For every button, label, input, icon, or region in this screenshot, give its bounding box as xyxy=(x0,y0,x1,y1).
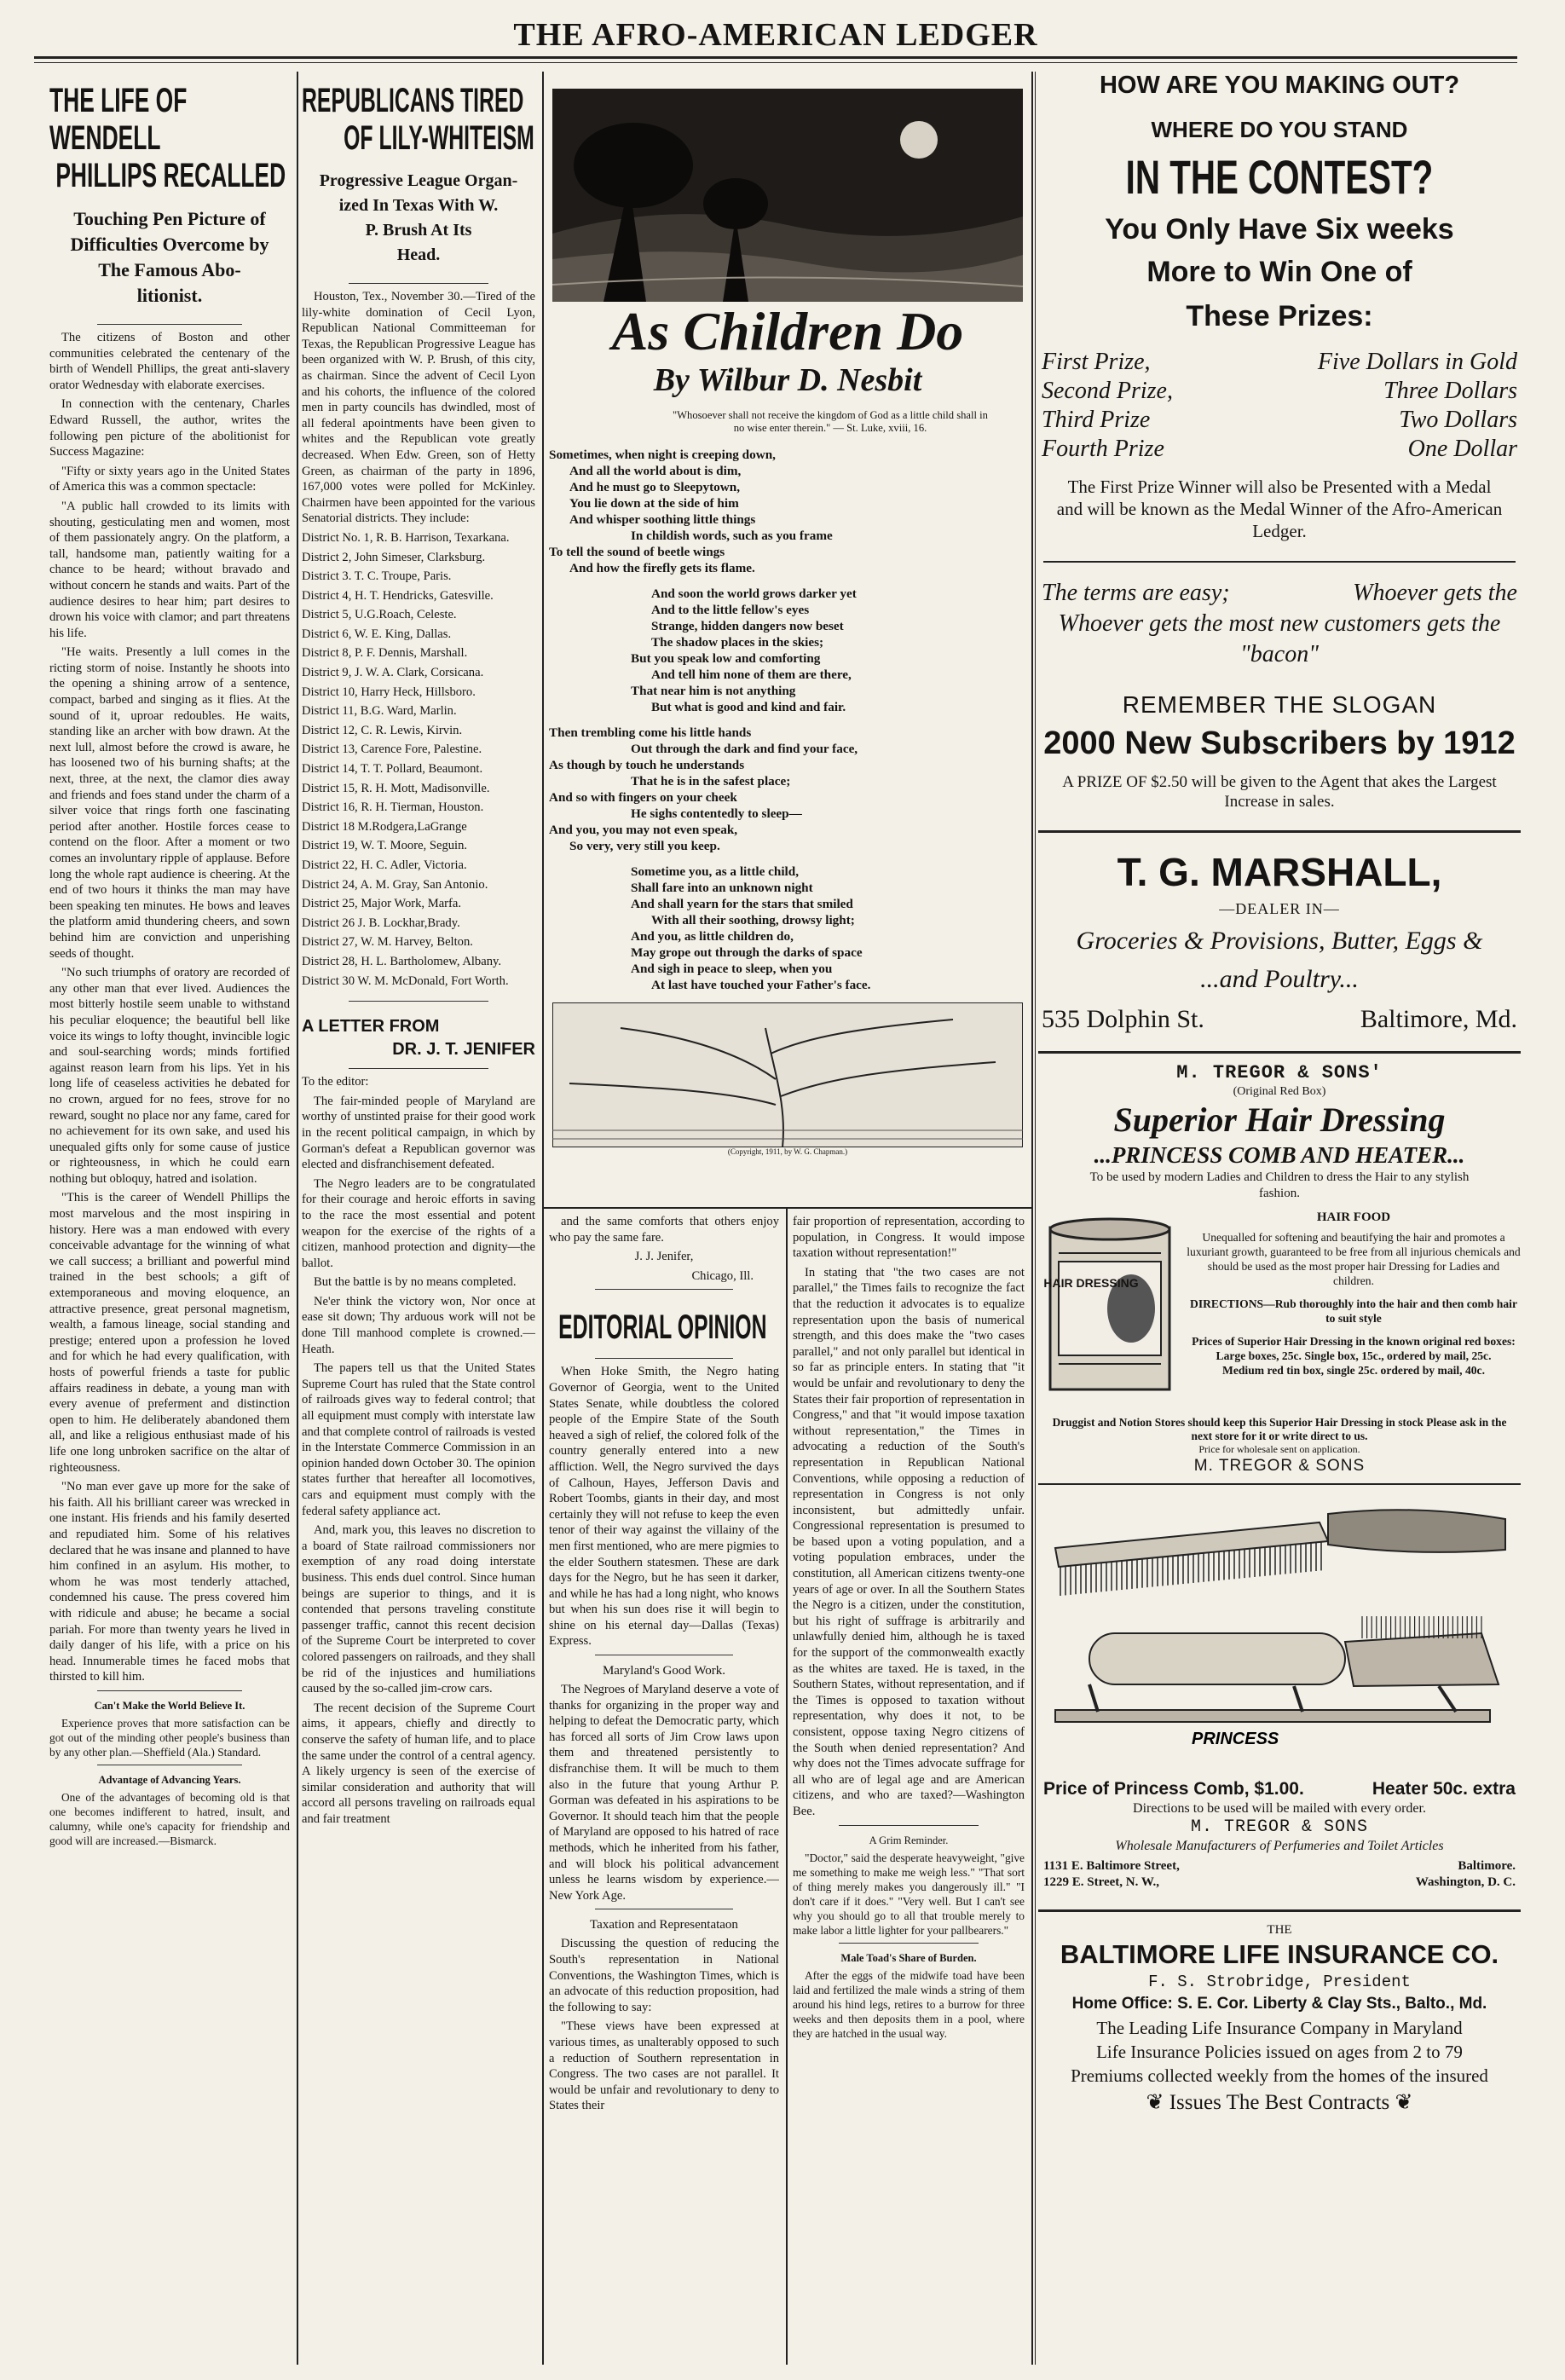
ad-divider xyxy=(1038,1051,1521,1054)
poem-line: So very, very still you keep. xyxy=(569,839,720,853)
column-rule-1 xyxy=(297,72,298,2365)
poem-line: And to the little fellow's eyes xyxy=(651,603,810,617)
poem-line: And whisper soothing little things xyxy=(569,512,756,527)
contest-line-3: IN THE CONTEST? xyxy=(1125,150,1434,204)
paragraph: "A public hall crowded to its limits with shouting, gesticulating men and women, most of them passionately angry. On the platform, a tall, handsome man, patiently waiting for a chance to be heard; without bravado and without concern he stands and waits. Part of the audience desires to hear him; part desires to drown his voice with clamor; and part threatens his life. xyxy=(49,499,290,640)
editorial-headline: EDITORIAL OPINION xyxy=(558,1308,767,1347)
district-item: District 2, John Simeser, Clarksburg. xyxy=(302,550,486,564)
divider xyxy=(349,1001,488,1002)
poem-byline: By Wilbur D. Nesbit xyxy=(653,362,922,398)
addr-2-city: Washington, D. C. xyxy=(1415,1875,1516,1889)
district-item: District 14, T. T. Pollard, Beaumont. xyxy=(302,762,483,777)
paragraph: The Negroes of Maryland deserve a vote of thanks for organizing in the proper way and helping to defeat the Democratic party, which has forced all sorts of Jim Crow laws upon them and threatened persistently to disfranchise them. It will be much to them also in the future that young Arthur P. Gorman was defeated in his aspirations to be Governor. It should teach him that the people of Maryland are opposed to his hatred of race methods, which he inherited from his father, and will block his political advancement unless he learns wisdom by experience.—New York Age. xyxy=(549,1683,779,1903)
district-item: District 4, H. T. Hendricks, Gatesville. xyxy=(302,588,494,603)
district-item: District 8, P. F. Dennis, Marshall. xyxy=(302,646,468,661)
addr-row-2 xyxy=(1038,1875,1521,1891)
deck-line: Head. xyxy=(396,246,441,264)
paragraph: "This is the career of Wendell Phillips the most marvelous and the most inspiring in history. Here was a man endowed with every conceivable advantage for the winning of what we call success; a brilliant and powerful mind trained in the best schools; a gift of extemporaneous and moving eloquence, an attractive presence, great personal magnetism, wealth, a famous lineage, social standing and prestige; entered upon a profession he loved and for which he had every qualification, with hosts of powerful friends a taste for public affairs readiness in debate, a young man with every avenue of preferment and distinction open to him. He deliberately abandoned them all, and like a religious enthusiast made of his life one long unbroken sacrifice on the altar of righteousness. xyxy=(49,1191,290,1475)
prize-row xyxy=(1042,406,1517,435)
district-item: District 30 W. M. McDonald, Fort Worth. xyxy=(302,973,509,988)
paragraph: "No man ever gave up more for the sake of his faith. All his brilliant career was wrecked in one instant. His friends and his family deserted and repudiated him. Some of his relatives declared that he was insane and planned to have him confined in an asylum. His mother, to whom he was most tenderly attached, condemned his cause. The press covered him with ridicule and abuse; he became a social pariah. For more than twenty years he lived in daily danger of his life, with a price on his head. Innumerable times he faced mobs that thirsted to kill him. xyxy=(49,1480,290,1684)
marshall-name: T. G. MARSHALL, xyxy=(1117,850,1442,894)
poem-title xyxy=(549,302,1026,399)
poem-line: To tell the sound of beetle wings xyxy=(549,545,725,559)
column-rule-4b xyxy=(1035,72,1036,2365)
medal-text: The First Prize Winner will also be Presented with a Medal and will be known as the Medal Winner of the Afro-American Ledger. xyxy=(1056,477,1503,541)
slogan: REMEMBER THE SLOGAN xyxy=(1122,691,1437,718)
poem-stanza xyxy=(549,725,1026,854)
contest-line-1: HOW ARE YOU MAKING OUT? xyxy=(1099,72,1460,99)
poem-body xyxy=(549,447,1026,993)
tregor-headline: Superior Hair Dressing xyxy=(1113,1100,1446,1139)
prize-value: Five Dollars in Gold xyxy=(1317,349,1517,375)
deck-line: P. Brush At Its xyxy=(365,221,472,240)
addr-2: 1229 E. Street, N. W., xyxy=(1043,1875,1159,1889)
filler-text: "Doctor," said the desperate heavyweight, "give me something to make me weigh less." "That sort of thing merely makes you dangerously ill." "I don't care if it does." "Very well. But I can't see why you should go to all that trouble merely to make labor a little lighter for your pallbearers." xyxy=(793,1851,1025,1937)
paragraph: In stating that "the two cases are not parallel," the Times fails to recognize the fact that the reduction it advocates is to equalize representation upon the basis of numerical strength, and this does make the "two cases parallel," and not only parallel but identical in so far as principle enters. In stating that "it would be unfair and revolutionary to deny the States their fair proportion of representation in Congress," and that "it would impose taxation without representation," the Times in advocating a reduction of the South's representation in Republican National Conventions, while opposing a reduction of representation in Congress is not only inconsistent, but admittedly unfair. Congressional representation is presumed to be based upon a voting population, and a voting population embraces, under the constitution, all American citizens twenty-one years of age or over. In all the Southern States the Negro is a citizen, under the constitution, but his right of suffrage is arbitrarily and unlawfully denied him, although he is taxed for the support of the commonwealth exactly as the whites are taxed. He is taxed, in the Southern States, without representation, and if the Times is opposed to taxation without representation, why does it not, to be consistent, oppose taxing Negro citizens of the South when denied representation? And why does not the Times advocate suffrage for all who are of legal age and are American citizens, and who are taxed?—Washington Bee. xyxy=(793,1265,1025,1818)
filler-title: Advantage of Advancing Years. xyxy=(98,1773,241,1786)
district-item: District 3. T. C. Troupe, Paris. xyxy=(302,569,452,584)
deck xyxy=(302,169,535,268)
paragraph: "Fifty or sixty years ago in the United States of America this was a common spectacle: xyxy=(49,464,290,494)
prize-row xyxy=(1042,377,1517,406)
subscribers-goal: 2000 New Subscribers by 1912 xyxy=(1043,725,1516,761)
deck-line: Touching Pen Picture of xyxy=(73,208,266,229)
contest-line-6: These Prizes: xyxy=(1186,300,1373,332)
paragraph: fair proportion of representation, according to population, in Congress. It would impose taxation without representation!" xyxy=(793,1215,1025,1261)
ad-insurance xyxy=(1038,1922,1521,2118)
signature-city: Chicago, Ill. xyxy=(691,1268,754,1283)
headline-line-2: PHILLIPS RECALLED xyxy=(55,157,286,194)
district-item: District 18 M.Rodgera,LaGrange xyxy=(302,819,467,834)
poem-line: That he is in the safest place; xyxy=(631,774,791,789)
prize-value: Three Dollars xyxy=(1383,378,1517,404)
district-item: District 12, C. R. Lewis, Kirvin. xyxy=(302,723,463,737)
district-item: District 13, Carence Fore, Palestine. xyxy=(302,742,482,757)
comb-price-row xyxy=(1038,1778,1521,1800)
ad-tregor xyxy=(1038,1062,1521,1891)
divider xyxy=(1038,1483,1521,1485)
prize-value: Two Dollars xyxy=(1399,407,1517,433)
district-item: District 24, A. M. Gray, San Antonio. xyxy=(302,877,488,892)
subhead: Taxation and Representataon xyxy=(590,1918,738,1932)
masthead xyxy=(34,10,1517,60)
poem-line: And how the firefly gets its flame. xyxy=(569,561,755,575)
insurance-line-1: The Leading Life Insurance Company in Maryland xyxy=(1096,2018,1463,2038)
poem-line: Then trembling come his little hands xyxy=(549,725,752,740)
tregor-intro: To be used by modern Ladies and Children to dress the Hair to any stylish fashion. xyxy=(1089,1170,1470,1200)
box-label: HAIR DRESSING xyxy=(1043,1276,1139,1290)
druggist-note: Druggist and Notion Stores should keep this Superior Hair Dressing in stock Please ask in the next store for it or write direct to us. xyxy=(1052,1416,1507,1442)
headline-line-2: OF LILY-WHITEISM xyxy=(344,119,534,157)
poem-stanza xyxy=(549,864,1026,993)
deck-line: ized In Texas With W. xyxy=(338,196,499,215)
paragraph: The Negro leaders are to be congratulated for their courage and heroic efforts in saving to the race the most essential and potent weapon for the exercise of the rights of a citizen, manhood protection and dignity—the ballot. xyxy=(302,1176,535,1270)
paragraph: When Hoke Smith, the Negro hating Governor of Georgia, went to the United States Senate, while doubtless the colored people of the Empire State of the South heaved a sigh of relief, the colored folk of the country generally entered into a new affliction. Well, the Negro survived the days of Calhoun, Hayes, Jefferson Davis and Robert Toombs, giants in their day, and most certainly they will not refuse to keep the even tenor of their way against the villainy of the men first mentioned, who are mere pigmies to the elder Southern statesmen. These are dark days for the Negro, but he has seen it darker, and while he has had a long night, who knows but when his sun does rise it will begin to shine on his eternal day—Dallas (Texas) Express. xyxy=(549,1365,779,1649)
poem-line: And you, as little children do, xyxy=(631,929,794,944)
divider xyxy=(349,1068,488,1069)
masthead-rule xyxy=(34,56,1517,59)
divider xyxy=(595,1289,733,1290)
marshall-goods-2: ...and Poultry... xyxy=(1200,965,1359,993)
marshall-goods-1: Groceries & Provisions, Butter, Eggs & xyxy=(1076,927,1483,955)
divider xyxy=(595,1358,733,1359)
marshall-address: 535 Dolphin St. xyxy=(1042,1005,1204,1033)
poem-line: Sometimes, when night is creeping down, xyxy=(549,448,776,462)
hair-food-text xyxy=(1181,1210,1521,1416)
tree-illustration-bottom xyxy=(552,1002,1023,1147)
insurance-name: BALTIMORE LIFE INSURANCE CO. xyxy=(1060,1939,1499,1969)
poem-line: And soon the world grows darker yet xyxy=(651,586,857,601)
district-item: District 22, H. C. Adler, Victoria. xyxy=(302,858,467,872)
contest-line-4: You Only Have Six weeks xyxy=(1105,213,1454,246)
poem-line: And he must go to Sleepytown, xyxy=(569,480,740,494)
contest-line-2: WHERE DO YOU STAND xyxy=(1151,117,1408,142)
poem-line: He sighs contentedly to sleep— xyxy=(631,806,802,821)
district-item: District 5, U.G.Roach, Celeste. xyxy=(302,608,457,622)
prices-line-2: Medium red tin box, single 25c. ordered by mail, 40c. xyxy=(1222,1364,1485,1377)
district-item: District No. 1, R. B. Harrison, Texarkana. xyxy=(302,530,510,545)
headline: REPUBLICANS TIRED xyxy=(302,82,524,119)
prize-value: One Dollar xyxy=(1407,436,1517,462)
paragraph: The papers tell us that the United States Supreme Court has ruled that the State control of railroads gives way to federal control; that all equipment must comply with interstate law and that complete control of railroads is vested in the Interstate Commerce Commission in an opinion handed down October 30. The opinion states further that hereafter all locomotives, cars and equipment must comply with the federal safety appliance act. xyxy=(302,1361,535,1518)
prize-list xyxy=(1042,348,1517,464)
hair-dressing-box xyxy=(1038,1210,1181,1416)
filler-text: After the eggs of the midwife toad have been laid and fertilized the male winds a string of them around his hind legs, retires to a burrow for three weeks and then deposits them in a pool, where they are hatched in the usual way. xyxy=(793,1968,1025,2040)
district-item: District 19, W. T. Moore, Seguin. xyxy=(302,839,468,853)
poem-line: Strange, hidden dangers now beset xyxy=(651,619,844,633)
paragraph: The fair-minded people of Maryland are worthy of unstinted praise for their good work in the recent political campaign, in which by Gorman's defeat a Republican governor was elected and disfranchisement defeated. xyxy=(302,1094,535,1172)
paragraph: To the editor: xyxy=(302,1075,369,1089)
tregor-firm-2: M. TREGOR & SONS xyxy=(1190,1817,1369,1837)
poem-stanza xyxy=(549,447,1026,576)
poem-title-text: As Children Do xyxy=(611,301,964,361)
filler-1 xyxy=(49,1700,290,1759)
article-editorial xyxy=(549,1214,779,2366)
poem-stanza xyxy=(549,586,1026,715)
district-item: District 27, W. M. Harvey, Belton. xyxy=(302,935,473,950)
deck-line: The Famous Abo- xyxy=(98,259,241,280)
prize-name: Second Prize, xyxy=(1042,378,1173,404)
copyright-caption: (Copyright, 1911, by W. G. Chapman.) xyxy=(727,1147,848,1156)
poem-line: And tell him none of them are there, xyxy=(651,667,852,682)
district-item: District 15, R. H. Mott, Madisonville. xyxy=(302,781,490,795)
landscape-illustration-top xyxy=(552,89,1023,302)
tregor-sub: ...PRINCESS COMB AND HEATER... xyxy=(1094,1142,1465,1168)
poem-line: In childish words, such as you frame xyxy=(631,529,833,543)
terms-left: The terms are easy; xyxy=(1042,580,1230,606)
masthead-title: THE AFRO-AMERICAN LEDGER xyxy=(513,17,1038,53)
poem-block xyxy=(549,82,1026,1204)
filler-grim xyxy=(793,1834,1025,1938)
paragraph: Houston, Tex., November 30.—Tired of the lily-white domination of Cecil Lyon, Republican National Committeeman for Texas, the Republican Progressive League has been organized with W. P. Brush, of this city, as chairman. Since the advent of Cecil Lyon and his cohorts, the influence of the colored men in party councils has dwindled, most of all federal apointments have been given to whites and the Republican vote greatly decreased. When Edw. Green, son of Hetty Green, as chairman of the party in 1896, 167,000 votes were polled for McKinley. Chairmen have been appointed for the various Senatorial districts. They include: xyxy=(302,290,535,526)
wholesale-note: Price for wholesale sent on application. xyxy=(1198,1443,1360,1455)
poem-epigraph: "Whosoever shall not receive the kingdom of God as a little child shall in no wise enter therein." — St. Luke, xviii, 16. xyxy=(673,409,988,434)
poem-line: At last have touched your Father's face. xyxy=(651,978,871,992)
marshall-city: Baltimore, Md. xyxy=(1360,1005,1517,1033)
heater-price: Heater 50c. extra xyxy=(1372,1779,1516,1799)
district-item: District 10, Harry Heck, Hillsboro. xyxy=(302,685,476,699)
paragraph: Ne'er think the victory won, Nor once at ease sit down; Thy arduous work will not be done Till manhood complete is crowned.—Heath. xyxy=(302,1294,535,1356)
poem-line: And all the world about is dim, xyxy=(569,464,742,478)
paragraph: But the battle is by no means completed. xyxy=(314,1275,517,1290)
filler-text: One of the advantages of becoming old is that one becomes indifferent to hatred, insult, and calumny, while one's capacity for friendship and good will are increased.—Bismarck. xyxy=(49,1790,290,1847)
marshall-address-row xyxy=(1038,998,1521,1041)
deck-line: Difficulties Overcome by xyxy=(70,234,269,255)
hair-dressing-box-illustration xyxy=(1042,1210,1178,1398)
hair-food-desc: Unequalled for softening and beautifying the hair and promotes a luxuriant growth, guaranteed to be free from all injurious chemicals and should be used as the most proper hair Dressing for Ladies and children. xyxy=(1187,1231,1521,1287)
poem-line: That near him is not anything xyxy=(631,684,796,698)
hair-directions: DIRECTIONS—Rub thoroughly into the hair and then comb hair to suit style xyxy=(1190,1297,1517,1325)
filler-text: Experience proves that more satisfaction can be got out of the minding other people's business than by any other plan.—Sheffield (Ala.) Standard. xyxy=(49,1716,290,1759)
paragraph: Discussing the question of reducing the South's representation in National Conventions, the Washington Times, which is an advocate of this reduction proposition, had the following to say: xyxy=(549,1937,779,2014)
comb-price: Price of Princess Comb, $1.00. xyxy=(1043,1779,1304,1799)
divider xyxy=(97,1690,241,1691)
divider xyxy=(349,283,488,284)
letter-headline-2: DR. J. T. JENIFER xyxy=(392,1040,535,1060)
contest-line-5: More to Win One of xyxy=(1146,256,1412,288)
divider xyxy=(839,1825,978,1826)
ad-marshall xyxy=(1038,848,1521,1041)
tregor-wholesale: Wholesale Manufacturers of Perfumeries and Toilet Articles xyxy=(1115,1839,1444,1853)
article-body xyxy=(49,330,290,1685)
ornament-icon: ❦ xyxy=(1389,2091,1413,2114)
district-list xyxy=(302,530,535,989)
district-item: District 25, Major Work, Marfa. xyxy=(302,897,462,911)
paragraph: "No such triumphs of oratory are recorded of any other man that ever lived. Audiences the most bitterly hostile seem unable to withstand his peculiar eloquence; the beautiful bell like voice its wings to lofty thought, invincible logic and soul-searching words; minds fortified against reason learn from his lips. Yet in his long life of ceaseless activities he debated for no crown, argued for no fees, strove for no reward, sought no place nor any fame, cared for no achievement for its own sake, and used his unequaled gifts only for some cause of justice or righteousness, in which he could earn nothing but obloquy, hatred and isolation. xyxy=(49,966,290,1186)
ad-divider xyxy=(1038,830,1521,833)
hair-food-head: HAIR FOOD xyxy=(1316,1210,1391,1224)
tregor-product-row xyxy=(1038,1210,1521,1416)
filler-title: A Grim Reminder. xyxy=(869,1834,949,1846)
headline: THE LIFE OF WENDELL xyxy=(49,82,188,157)
poem-line: And sigh in peace to sleep, when you xyxy=(631,962,833,976)
letter-headline: A LETTER FROM xyxy=(302,1017,440,1037)
prices-line-1: Large boxes, 25c. Single box, 15c., ordered by mail, 25c. xyxy=(1216,1349,1492,1362)
poem-line: And you, you may not even speak, xyxy=(549,823,738,837)
district-item: District 28, H. L. Bartholomew, Albany. xyxy=(302,954,502,968)
column-rule-2 xyxy=(542,72,544,2365)
insurance-office: Home Office: S. E. Cor. Liberty & Clay Sts., Balto., Md. xyxy=(1071,1995,1487,2013)
poem-line: Sometime you, as a little child, xyxy=(631,864,799,879)
poem-line: But what is good and kind and fair. xyxy=(651,700,846,714)
prize-row xyxy=(1042,435,1517,464)
insurance-line-2: Life Insurance Policies issued on ages from 2 to 79 xyxy=(1096,2042,1463,2062)
terms-right: Whoever gets the most new customers gets the "bacon" xyxy=(1058,610,1501,667)
divider xyxy=(839,1943,978,1944)
paragraph: And, mark you, this leaves no discretion to a board of State railroad commissioners nor exemption of any road doing interstate business. This ends duel control. Since human beings are superior to things, and it is contended that persons traveling constitute passenger traffic, cannot this recent decision of the Supreme Court be interpreted to cover colored passengers on railroads, and they shall be rid of the injustices and humiliations caused by the so-called jim-crow cars. xyxy=(302,1523,535,1696)
terms-row xyxy=(1038,578,1521,609)
article-republicans xyxy=(302,82,535,2366)
insurance-line-4 xyxy=(1038,2088,1521,2118)
paragraph: The recent decision of the Supreme Court aims, it appears, chiefly and directly to conserve the safety of human life, and to place the same under the control of a central agency. A likely urgency is seen of the exercise of similar consideration and authority that will accord all persons traveling on railroads equal and fair treatment xyxy=(302,1701,535,1826)
poem-line: May grope out through the darks of space xyxy=(631,945,863,960)
paragraph: and the same comforts that others enjoy who pay the same fare. xyxy=(549,1215,779,1245)
insurance-the: THE xyxy=(1267,1923,1292,1937)
princess-comb-illustration xyxy=(1038,1488,1516,1778)
letter-body xyxy=(302,1074,535,1827)
poem-line: And shall yearn for the stars that smiled xyxy=(631,897,853,911)
agent-prize: A PRIZE OF $2.50 will be given to the Agent that akes the Largest Increase in sales. xyxy=(1062,773,1497,811)
deck xyxy=(49,206,290,309)
tregor-original: (Original Red Box) xyxy=(1233,1085,1326,1098)
mail-note: Directions to be used will be mailed with every order. xyxy=(1133,1801,1426,1816)
column-rule-4 xyxy=(1031,72,1033,2365)
insurance-line-3: Premiums collected weekly from the homes of the insured xyxy=(1071,2065,1488,2086)
addr-row-1 xyxy=(1038,1855,1521,1875)
district-item: District 6, W. E. King, Dallas. xyxy=(302,627,452,641)
ads-column xyxy=(1038,70,1521,2371)
marshall-dealer: —DEALER IN— xyxy=(1219,900,1340,917)
poem-line: The shadow places in the skies; xyxy=(651,635,824,650)
filler-title: Male Toad's Share of Burden. xyxy=(840,1951,977,1964)
ad-contest xyxy=(1038,70,1521,812)
addr-1: 1131 E. Baltimore Street, xyxy=(1043,1859,1180,1873)
prize-name: Third Prize xyxy=(1042,407,1151,433)
filler-toad xyxy=(793,1952,1025,2041)
article-taxation-cont xyxy=(793,1214,1025,2366)
prize-name: First Prize, xyxy=(1042,349,1151,375)
terms-right-1: Whoever gets the xyxy=(1353,580,1517,606)
filler-2 xyxy=(49,1774,290,1848)
column-rule-3 xyxy=(786,1209,788,2365)
insurance-contracts: Issues The Best Contracts xyxy=(1169,2091,1390,2114)
poem-line: But you speak low and comforting xyxy=(631,651,821,666)
prices-head: Prices of Superior Hair Dressing in the known original red boxes: xyxy=(1192,1335,1516,1348)
paragraph: In connection with the centenary, Charles Edward Russell, the author, writes the following pen picture of the abolitionist for Success Magazine: xyxy=(49,397,290,459)
paragraph: "He waits. Presently a lull comes in the ricting storm of noise. Instantly he shoots into the opening a shining arrow of a sentence, compact, barbed and singing as it flies. At the sound of it, uproar redoubles. He waits, standing like an archer with bow drawn. At the next lull, almost before the crowd is aware, he has loosened two of his burning shafts; at the next, three, at the next, the clamor dies away and friends and foes stand under the charm of a silver voice that rings forth one fascinating period after another. Hostile forces cease to contend on the floor. After a moment or two comes an involuntary ripple of applause. Before long the whole rapt audience is cheering. At the end of two hours it thinks the man may have been speaking ten minutes. He bows and leaves the platform amid thundering cheers, and sown behind him are conviction and unperishing seeds of thought. xyxy=(49,645,290,961)
filler-title: Can't Make the World Believe It. xyxy=(94,1699,245,1712)
prize-name: Fourth Prize xyxy=(1042,436,1164,462)
tregor-sign: M. TREGOR & SONS xyxy=(1193,1457,1366,1475)
poem-bottom-rule xyxy=(542,1207,1031,1209)
signature: J. J. Jenifer, xyxy=(634,1250,694,1264)
divider xyxy=(1043,561,1516,563)
district-item: District 9, J. W. A. Clark, Corsicana. xyxy=(302,666,484,680)
poem-line: Shall fare into an unknown night xyxy=(631,881,813,895)
deck-line: litionist. xyxy=(136,285,203,306)
poem-line: You lie down at the side of him xyxy=(569,496,739,511)
masthead-rule-thin xyxy=(34,62,1517,63)
district-item: District 11, B.G. Ward, Marlin. xyxy=(302,704,457,719)
deck-line: Progressive League Organ- xyxy=(319,171,518,190)
poem-line: Out through the dark and find your face, xyxy=(631,742,858,756)
poem-line: As though by touch he understands xyxy=(549,758,745,772)
ornament-icon: ❦ xyxy=(1146,2091,1169,2114)
addr-1-city: Baltimore. xyxy=(1458,1859,1516,1873)
poem-line: And so with fingers on your cheek xyxy=(549,790,737,805)
paragraph: "These views have been expressed at various times, as unalterably opposed to such a reduction of Southern representation in Congress. The two cases are not parallel. It would be unfair and revolutionary to deny to States their xyxy=(549,2019,779,2113)
subhead: Maryland's Good Work. xyxy=(602,1664,726,1678)
comb-label: PRINCESS xyxy=(1192,1730,1279,1748)
district-item: District 26 J. B. Lockhar,Brady. xyxy=(302,916,460,930)
district-item: District 16, R. H. Tierman, Houston. xyxy=(302,800,484,815)
poem-line: With all their soothing, drowsy light; xyxy=(651,913,855,927)
ad-divider xyxy=(1038,1909,1521,1912)
paragraph: The citizens of Boston and other communities celebrated the centenary of the birth of Wendell Phillips, the great anti-slavery orator Wednesday with elaborate exercises. xyxy=(49,331,290,392)
prize-row xyxy=(1042,348,1517,377)
article-wendell-phillips xyxy=(49,82,290,2366)
insurance-president: F. S. Strobridge, President xyxy=(1148,1973,1411,1991)
divider xyxy=(97,324,241,325)
tregor-firm: M. TREGOR & SONS' xyxy=(1176,1062,1383,1083)
